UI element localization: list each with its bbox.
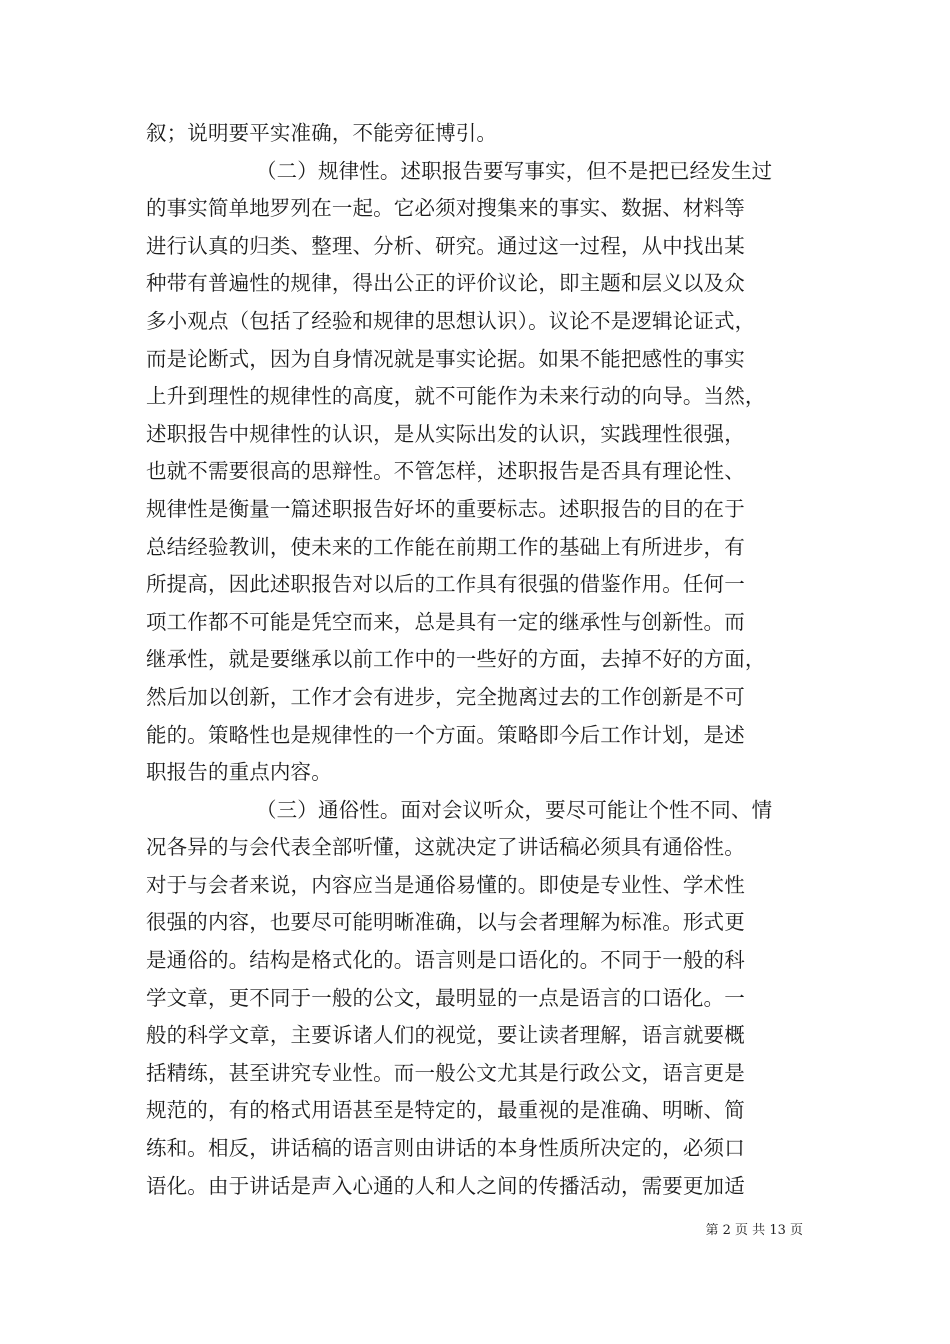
text-line: 而是论断式，因为自身情况就是事实论据。如果不能把感性的事实 [146,346,745,371]
text-line: 进行认真的归类、整理、分析、研究。通过这一过程，从中找出某 [146,233,745,258]
text-line: 般的科学文章，主要诉诸人们的视觉，要让读者理解，语言就要概 [146,1023,745,1048]
text-line: 上升到理性的规律性的高度，就不可能作为未来行动的向导。当然， [146,384,766,409]
text-line: 能的。策略性也是规律性的一个方面。策略即今后工作计划，是述 [146,722,745,747]
text-line: 的事实简单地罗列在一起。它必须对搜集来的事实、数据、材料等 [146,196,745,221]
text-line: 况各异的与会代表全部听懂，这就决定了讲话稿必须具有通俗性。 [146,835,745,860]
text-line: 对于与会者来说，内容应当是通俗易懂的。即使是专业性、学术性 [146,872,745,897]
text-line: 叙；说明要平实准确，不能旁征博引。 [146,121,498,145]
paragraph-first-line: （三）通俗性。面对会议听众，要尽可能让个性不同、情 [256,797,773,822]
text-line: 多小观点（包括了经验和规律的思想认识）。议论不是逻辑论证式， [146,308,756,333]
document-body [146,115,826,1205]
text-line: 述职报告中规律性的认识，是从实际出发的认识，实践理性很强， [146,421,745,446]
text-line: 是通俗的。结构是格式化的。语言则是口语化的。不同于一般的科 [146,948,745,973]
text-line: 练和。相反，讲话稿的语言则由讲话的本身性质所决定的，必须口 [146,1136,745,1161]
text-line: 括精练，甚至讲究专业性。而一般公文尤其是行政公文，语言更是 [146,1060,745,1085]
text-line: 语化。由于讲话是声入心通的人和人之间的传播活动，需要更加适 [146,1173,745,1198]
text-line: 然后加以创新，工作才会有进步，完全抛离过去的工作创新是不可 [146,684,745,709]
page-number-footer: 第 2 页 共 13 页 [705,1223,803,1238]
text-line: 所提高，因此述职报告对以后的工作具有很强的借鉴作用。任何一 [146,572,745,597]
text-line: 继承性，就是要继承以前工作中的一些好的方面，去掉不好的方面， [146,647,766,672]
text-line: 种带有普遍性的规律，得出公正的评价议论，即主题和层义以及众 [146,271,745,296]
text-line: 学文章，更不同于一般的公文，最明显的一点是语言的口语化。一 [146,985,745,1010]
text-line: 职报告的重点内容。 [146,760,332,785]
text-line: 也就不需要很高的思辩性。不管怎样，述职报告是否具有理论性、 [146,459,745,484]
paragraph-first-line: （二）规律性。述职报告要写事实，但不是把已经发生过 [256,158,773,183]
text-line: 规范的，有的格式用语甚至是特定的，最重视的是准确、明晰、简 [146,1098,745,1123]
text-line: 很强的内容，也要尽可能明晰准确，以与会者理解为标准。形式更 [146,910,745,935]
text-line: 规律性是衡量一篇述职报告好坏的重要标志。述职报告的目的在于 [146,496,745,521]
text-line: 总结经验教训，使未来的工作能在前期工作的基础上有所进步，有 [146,534,745,559]
text-line: 项工作都不可能是凭空而来，总是具有一定的继承性与创新性。而 [146,609,745,634]
